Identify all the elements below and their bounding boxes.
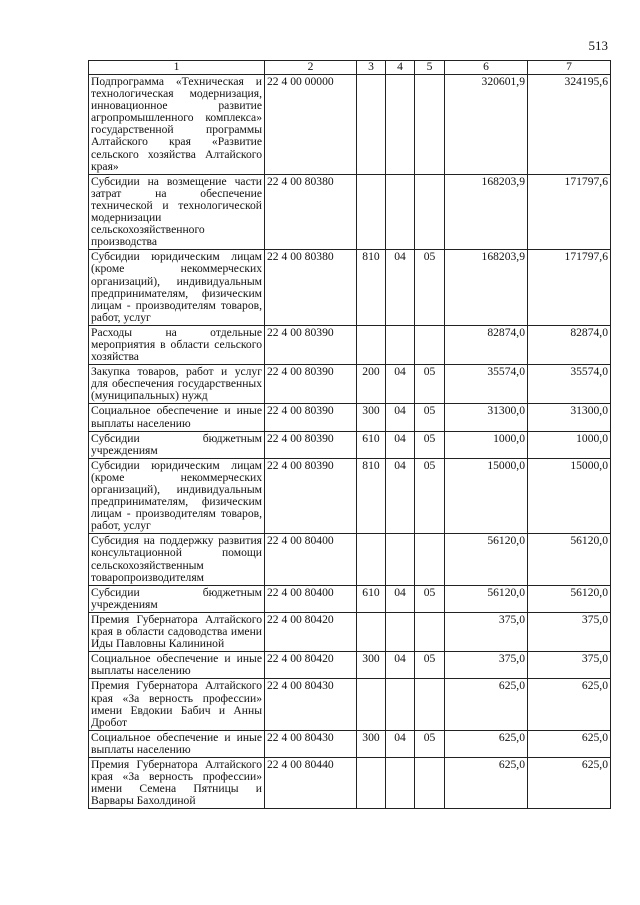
section-cell [386,757,415,808]
amount-col6-cell: 35574,0 [445,365,528,404]
amount-col6-cell: 625,0 [445,757,528,808]
column-header-3: 3 [357,61,386,75]
section-cell [386,75,415,175]
expense-type-cell: 300 [357,404,386,431]
amount-col7-cell: 56120,0 [528,534,611,585]
amount-col6-cell: 1000,0 [445,431,528,458]
expense-type-cell [357,174,386,250]
table-body [89,75,611,809]
column-header-2: 2 [265,61,357,75]
table-row [89,612,611,651]
target-article-code-cell: 22 4 00 80390 [265,365,357,404]
amount-col7-cell: 625,0 [528,757,611,808]
row-name-cell: Субсидии на возмещение части затрат на обеспечение технической и технологической модернизации сельскохозяйственного производства [89,174,265,250]
target-article-code-cell: 22 4 00 80430 [265,679,357,730]
expense-type-cell: 610 [357,585,386,612]
row-name-cell: Подпрограмма «Техническая и технологическая модернизация, инновационное развитие агропромышленного комплекса» государственной программы Алтайского края «Развитие сельского хозяйства Алтайского края» [89,75,265,175]
column-header-4: 4 [386,61,415,75]
row-name-cell: Субсидии юридическим лицам (кроме некоммерческих организаций), индивидуальным предпринимателям, физическим лицам - производителям товаров, работ, услуг [89,250,265,326]
row-name-cell: Субсидии бюджетным учреждениям [89,431,265,458]
row-name-cell: Социальное обеспечение и иные выплаты населению [89,730,265,757]
expense-type-cell: 200 [357,365,386,404]
amount-col7-cell: 625,0 [528,679,611,730]
table-row [89,365,611,404]
subsection-cell [415,75,445,175]
expense-type-cell [357,757,386,808]
table-row [89,458,611,534]
expense-type-cell: 300 [357,730,386,757]
subsection-cell: 05 [415,431,445,458]
target-article-code-cell: 22 4 00 80390 [265,325,357,364]
target-article-code-cell: 22 4 00 80380 [265,174,357,250]
expense-type-cell: 610 [357,431,386,458]
amount-col7-cell: 56120,0 [528,585,611,612]
subsection-cell [415,174,445,250]
table-row [89,534,611,585]
target-article-code-cell: 22 4 00 80440 [265,757,357,808]
row-name-cell: Премия Губернатора Алтайского края «За верность профессии» имени Семена Пятницы и Варвары Бахолдиной [89,757,265,808]
amount-col6-cell: 625,0 [445,679,528,730]
subsection-cell [415,612,445,651]
expense-type-cell: 810 [357,458,386,534]
expense-type-cell: 810 [357,250,386,326]
amount-col7-cell: 375,0 [528,612,611,651]
row-name-cell: Социальное обеспечение и иные выплаты населению [89,652,265,679]
target-article-code-cell: 22 4 00 80430 [265,730,357,757]
table-row [89,757,611,808]
column-header-6: 6 [445,61,528,75]
row-name-cell: Социальное обеспечение и иные выплаты населению [89,404,265,431]
amount-col7-cell: 171797,6 [528,174,611,250]
amount-col6-cell: 15000,0 [445,458,528,534]
section-cell [386,679,415,730]
amount-col6-cell: 625,0 [445,730,528,757]
table-row [89,585,611,612]
row-name-cell: Премия Губернатора Алтайского края в области садоводства имени Иды Павловны Калининой [89,612,265,651]
table-row [89,431,611,458]
subsection-cell [415,325,445,364]
amount-col7-cell: 35574,0 [528,365,611,404]
subsection-cell [415,679,445,730]
section-cell: 04 [386,458,415,534]
subsection-cell: 05 [415,585,445,612]
amount-col7-cell: 1000,0 [528,431,611,458]
table-row [89,404,611,431]
subsection-cell: 05 [415,250,445,326]
section-cell: 04 [386,404,415,431]
amount-col7-cell: 31300,0 [528,404,611,431]
section-cell: 04 [386,585,415,612]
row-name-cell: Субсидии юридическим лицам (кроме некоммерческих организаций), индивидуальным предпринимателям, физическим лицам - производителям товаров, работ, услуг [89,458,265,534]
target-article-code-cell: 22 4 00 80420 [265,652,357,679]
row-name-cell: Субсидия на поддержку развития консультационной помощи сельскохозяйственным товаропроизводителям [89,534,265,585]
header-row [89,61,611,75]
expense-type-cell [357,612,386,651]
amount-col6-cell: 320601,9 [445,75,528,175]
subsection-cell: 05 [415,365,445,404]
table-row [89,250,611,326]
expense-type-cell [357,679,386,730]
column-header-1: 1 [89,61,265,75]
section-cell: 04 [386,652,415,679]
target-article-code-cell: 22 4 00 80420 [265,612,357,651]
subsection-cell: 05 [415,458,445,534]
section-cell: 04 [386,730,415,757]
table-row [89,325,611,364]
amount-col7-cell: 625,0 [528,730,611,757]
table-row [89,75,611,175]
row-name-cell: Субсидии бюджетным учреждениям [89,585,265,612]
amount-col6-cell: 168203,9 [445,174,528,250]
subsection-cell [415,534,445,585]
row-name-cell: Премия Губернатора Алтайского края «За верность профессии» имени Евдокии Бабич и Анны Дробот [89,679,265,730]
table-row [89,679,611,730]
subsection-cell: 05 [415,404,445,431]
amount-col7-cell: 82874,0 [528,325,611,364]
section-cell: 04 [386,431,415,458]
section-cell: 04 [386,250,415,326]
amount-col6-cell: 168203,9 [445,250,528,326]
amount-col7-cell: 171797,6 [528,250,611,326]
amount-col7-cell: 324195,6 [528,75,611,175]
amount-col6-cell: 375,0 [445,652,528,679]
section-cell [386,174,415,250]
section-cell [386,325,415,364]
target-article-code-cell: 22 4 00 80400 [265,534,357,585]
budget-table [88,60,611,809]
target-article-code-cell: 22 4 00 80390 [265,404,357,431]
expense-type-cell: 300 [357,652,386,679]
target-article-code-cell: 22 4 00 80390 [265,431,357,458]
amount-col6-cell: 375,0 [445,612,528,651]
subsection-cell: 05 [415,730,445,757]
amount-col7-cell: 375,0 [528,652,611,679]
row-name-cell: Закупка товаров, работ и услуг для обеспечения государственных (муниципальных) нужд [89,365,265,404]
section-cell [386,612,415,651]
target-article-code-cell: 22 4 00 00000 [265,75,357,175]
expense-type-cell [357,534,386,585]
expense-type-cell [357,325,386,364]
target-article-code-cell: 22 4 00 80390 [265,458,357,534]
expense-type-cell [357,75,386,175]
target-article-code-cell: 22 4 00 80400 [265,585,357,612]
amount-col6-cell: 56120,0 [445,585,528,612]
subsection-cell [415,757,445,808]
amount-col6-cell: 31300,0 [445,404,528,431]
amount-col6-cell: 82874,0 [445,325,528,364]
section-cell [386,534,415,585]
page-number: 513 [588,38,608,53]
subsection-cell: 05 [415,652,445,679]
column-header-7: 7 [528,61,611,75]
table-row [89,174,611,250]
table-row [89,652,611,679]
table-row [89,730,611,757]
row-name-cell: Расходы на отдельные мероприятия в области сельского хозяйства [89,325,265,364]
section-cell: 04 [386,365,415,404]
amount-col7-cell: 15000,0 [528,458,611,534]
column-header-5: 5 [415,61,445,75]
target-article-code-cell: 22 4 00 80380 [265,250,357,326]
amount-col6-cell: 56120,0 [445,534,528,585]
